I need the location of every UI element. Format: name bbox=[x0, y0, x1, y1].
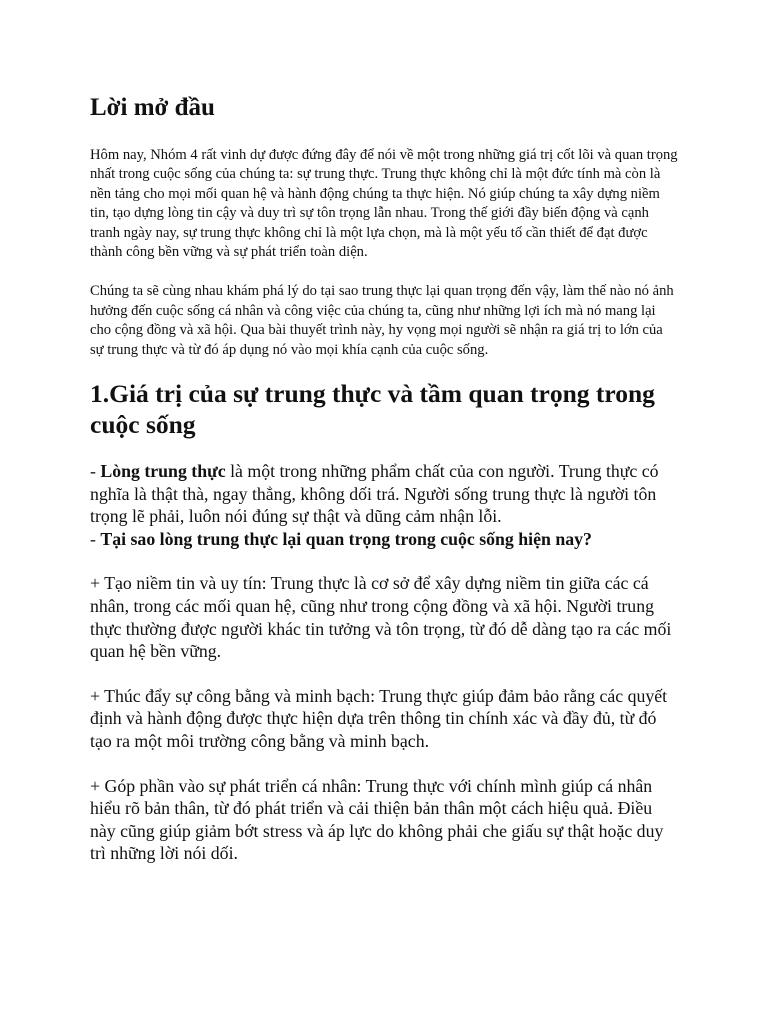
definition-term: Lòng trung thực bbox=[100, 461, 226, 482]
section-1-title: 1.Giá trị của sự trung thực và tầm quan trọng trong cuộc sống bbox=[90, 379, 655, 440]
question-text: Tại sao lòng trung thực lại quan trọng trong cuộc sống hiện nay? bbox=[100, 528, 592, 549]
bullet-fairness: + Thúc đẩy sự công bằng và minh bạch: Trung thực giúp đảm bảo rằng các quyết định và hành động được thực hiện dựa trên thông tin chính xác và đầy đủ, từ đó tạo ra một môi trường công bằng và minh bạch. bbox=[90, 685, 668, 751]
question-prefix: - bbox=[90, 528, 101, 549]
bullet-personal-growth: + Góp phần vào sự phát triển cá nhân: Trung thực với chính mình giúp cá nhân hiểu rõ bản thân, từ đó phát triển và cải thiện bản thân một cách hiệu quả. Điều này cũng giúp giảm bớt stress và áp lực do không phải che giấu sự thật hoặc duy trì những lời nói dối. bbox=[90, 775, 664, 864]
definition-text: là một trong những phẩm chất của con người. Trung thực có nghĩa là thật thà, ngay thẳng, không dối trá. Người sống trung thực là người tôn trọng lẽ phải, luôn nói đúng sự thật và dũng cảm nhận lỗi. bbox=[90, 461, 659, 527]
bullet-trust: + Tạo niềm tin và uy tín: Trung thực là cơ sở để xây dựng niềm tin giữa các cá nhân, trong các mối quan hệ, cũng như trong cộng đồng và xã hội. Người trung thực thường được người khác tin tưởng và tôn trọng, từ đó dễ dàng tạo ra các mối quan hệ bền vững. bbox=[90, 573, 672, 662]
question-paragraph bbox=[90, 528, 680, 551]
definition-paragraph bbox=[90, 460, 680, 528]
intro-title: Lời mở đầu bbox=[90, 94, 215, 121]
definition-prefix: - bbox=[90, 461, 101, 482]
intro-paragraph-2: Chúng ta sẽ cùng nhau khám phá lý do tại sao trung thực lại quan trọng đến vậy, làm thế nào nó ảnh hưởng đến cuộc sống cá nhân và công việc của chúng ta, cũng như những lợi ích mà nó mang lại cho cộng đồng và xã hội. Qua bài thuyết trình này, hy vọng mọi người sẽ nhận ra giá trị to lớn của sự trung thực và từ đó áp dụng nó vào mọi khía cạnh của cuộc sống. bbox=[90, 283, 674, 358]
intro-paragraph-1: Hôm nay, Nhóm 4 rất vinh dự được đứng đây để nói về một trong những giá trị cốt lõi và quan trọng nhất trong cuộc sống của chúng ta: sự trung thực. Trung thực không chỉ là một đức tính mà còn là nền tảng cho mọi mối quan hệ và hành động chúng ta thực hiện. Nó giúp chúng ta xây dựng niềm tin, tạo dựng lòng tin cậy và duy trì sự tôn trọng lẫn nhau. Trong thế giới đầy biến động và cạnh tranh ngày nay, sự trung thực không chỉ là một lựa chọn, mà là một yếu tố cần thiết để đạt được thành công bền vững và sự phát triển toàn diện. bbox=[90, 147, 678, 261]
